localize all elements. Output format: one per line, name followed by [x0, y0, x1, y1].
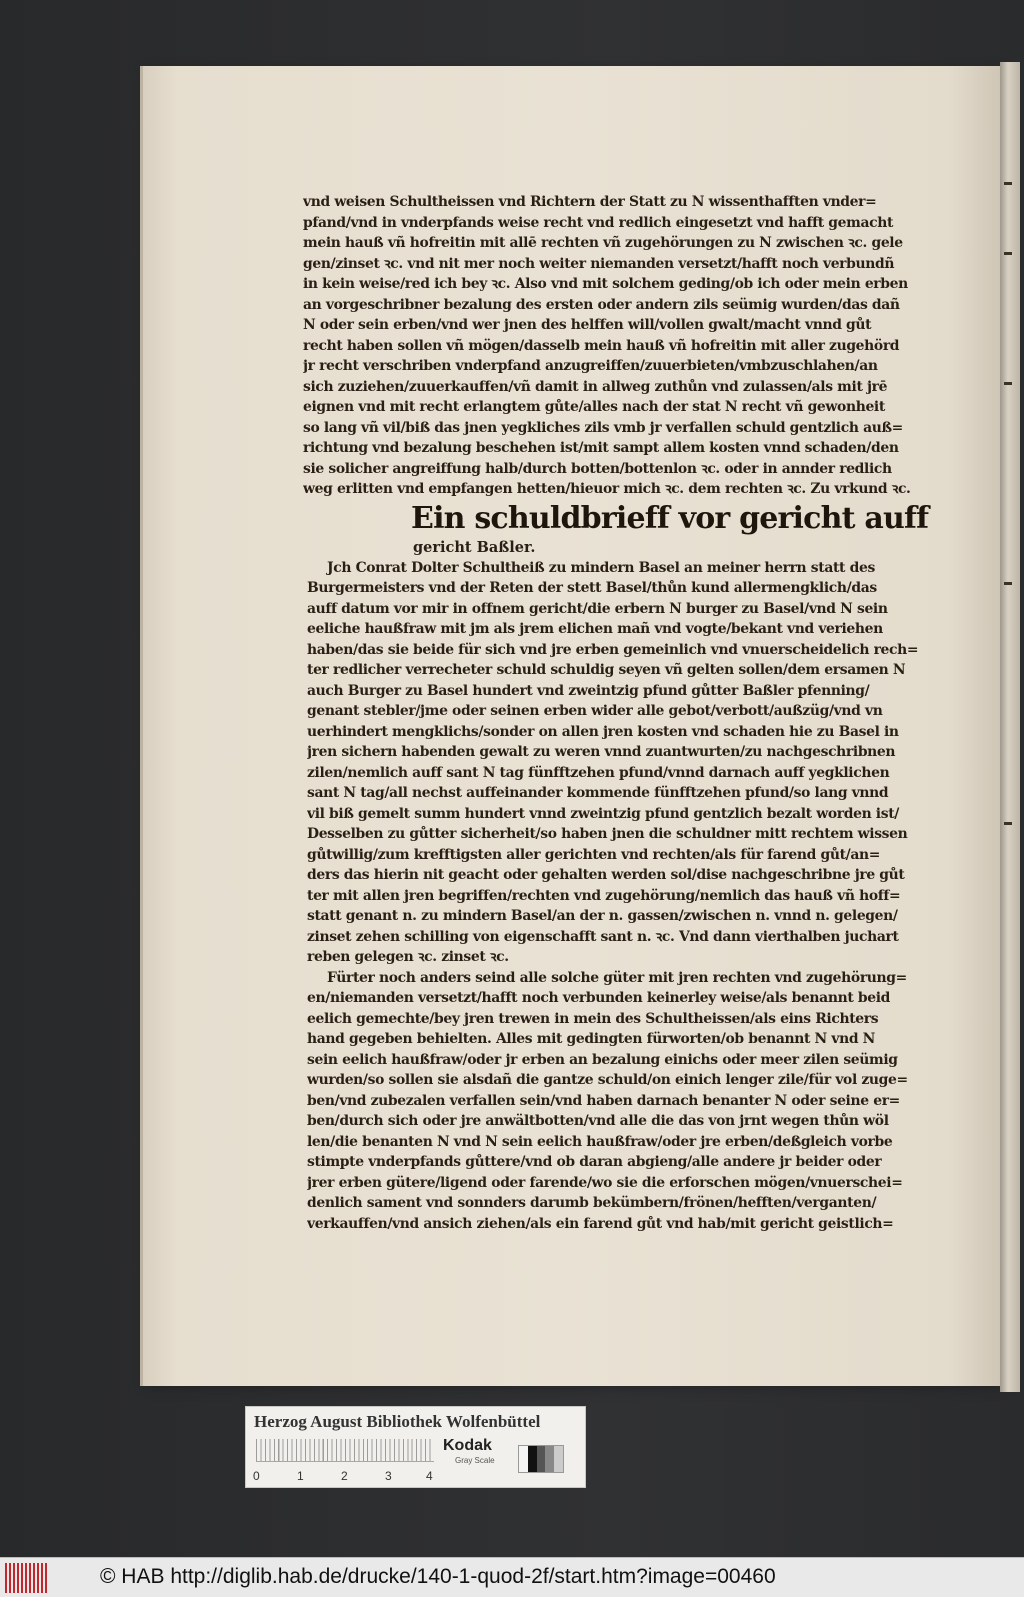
text-line: richtung vnd bezalung beschehen ist/mit sampt allem kosten vnnd schaden/den: [303, 440, 899, 456]
text-line: jren sichern habenden gewalt zu weren vnnd zuantwurten/zu nachgeschribnen: [307, 744, 896, 760]
text-line: statt genant n. zu mindern Basel/an der n. gassen/zwischen n. vnnd n. gelegen/: [307, 908, 898, 924]
color-target-card: [245, 1406, 586, 1488]
gray-scale-swatch: [518, 1445, 564, 1473]
footer-copyright: © HAB http://diglib.hab.de/drucke/140-1-quod-2f/start.htm?image=00460: [100, 1565, 776, 1588]
paragraph-3: [307, 968, 953, 1235]
text-line: eignen vnd mit recht erlangtem gůte/alles nach der stat N recht vñ gewonheit: [303, 399, 885, 415]
text-line: vnd weisen Schultheissen vnd Richtern der Statt zu N wissenthafften vnder=: [303, 194, 877, 210]
text-line: reben gelegen ꝛc. zinset ꝛc.: [307, 949, 509, 965]
measurement-ruler: [256, 1439, 434, 1462]
text-line: recht haben sollen vñ mögen/dasselb mein hauß vñ hofreitin mit aller zugehörd: [303, 337, 900, 354]
page-text: [303, 192, 953, 1234]
text-line: auff datum vor mir in offnem gericht/die erbern N burger zu Basel/vnd N sein: [307, 600, 888, 617]
hab-logo-icon: [5, 1563, 49, 1593]
text-line: Fürter noch anders seind alle solche güter mit jren rechten vnd zugehörung=: [327, 969, 907, 986]
text-line: gen/zinset ꝛc. vnd nit mer noch weiter niemanden versetzt/hafft noch verbundñ: [303, 255, 895, 272]
ruler-number: 2: [341, 1469, 348, 1483]
text-line: Desselben zu gůtter sicherheit/so haben jnen die schuldner mitt rechtem wissen: [307, 826, 908, 842]
paragraph-1: [303, 192, 953, 500]
text-line: ter mit allen jren begriffen/rechten vnd zugehörung/nemlich das hauß vñ hoff=: [307, 887, 901, 904]
text-line: verkauffen/vnd ansich ziehen/als ein farend gůt vnd hab/mit gericht geistlich=: [307, 1215, 894, 1232]
text-line: jr recht verschriben vnderpfand anzugreiffen/zuuerbieten/vmbzuschlahen/an: [303, 358, 878, 374]
ruler-number: 4: [426, 1469, 433, 1483]
text-line: N oder sein erben/vnd wer jnen des helffen will/vollen gwalt/macht vnnd gůt: [303, 317, 872, 333]
text-line: so lang vñ vil/biß das jnen yegkliches zils vmb jr verfallen schuld gentzlich auß=: [303, 419, 903, 436]
text-line: sein eelich haußfraw/oder jr erben an bezalung einichs oder meer zilen seümig: [307, 1051, 898, 1068]
adjacent-page-edge: [1000, 62, 1020, 1392]
kodak-subtitle: Gray Scale: [455, 1456, 495, 1465]
text-line: ter redlicher verrecheter schuld schuldig seyen vñ gelten sollen/dem ersamen N: [307, 662, 906, 678]
text-line: sich zuziehen/zuuerkauffen/vñ damit in allweg zuthůn vnd zulassen/als mit jrē: [303, 378, 888, 395]
text-line: len/die benanten N vnd N sein eelich haußfraw/oder jre erben/deßgleich vorbe: [307, 1133, 893, 1150]
text-line: Burgermeisters vnd der Reten der stett Basel/thůn kund allermengklich/das: [307, 580, 877, 596]
text-line: stimpte vnderpfands gůttere/vnd ob daran abgieng/alle andere jr beider oder: [307, 1154, 882, 1170]
text-line: eelich gemechte/bey jren trewen in mein des Schultheissen/als eins Richters: [307, 1010, 879, 1027]
text-line: sie solicher angreiffung halb/durch botten/bottenlon ꝛc. oder in annder redlich: [303, 460, 892, 477]
text-line: in kein weise/red ich bey ꝛc. Also vnd mit solchem geding/ob ich oder mein erben: [303, 276, 908, 292]
text-line: pfand/vnd in vnderpfands weise recht vnd redlich eingesetzt vnd hafft gemacht: [303, 214, 894, 231]
text-line: zinset zehen schilling von eigenschafft sant n. ꝛc. Vnd dann vierthalben juchart: [307, 928, 899, 945]
ruler-number: 1: [297, 1469, 304, 1483]
book-page: [140, 66, 1000, 1386]
text-line: mein hauß vñ hofreitin mit allē rechten vñ zugehörungen zu N zwischen ꝛc. gele: [303, 235, 903, 251]
text-line: wurden/so sollen sie alsdañ die gantze schuld/on einich lenger zile/für vol zuge=: [307, 1072, 908, 1088]
text-line: zilen/nemlich auff sant N tag fünfftzehen pfund/vnnd darnach auff yegklichen: [307, 764, 890, 781]
institution-label: Herzog August Bibliothek Wolfenbüttel: [254, 1412, 541, 1431]
text-line: Jch Conrat Dolter Schultheiß zu mindern Basel an meiner herrn statt des: [327, 559, 875, 576]
text-line: jrer erben gütere/ligend oder farende/wo sie die erforschen mögen/vnuerschei=: [307, 1174, 903, 1191]
text-line: auch Burger zu Basel hundert vnd zweintzig pfund gůtter Baßler pfenning/: [307, 682, 870, 699]
text-line: haben/das sie beide für sich vnd jre erben gemeinlich vnd vnuerscheidelich rech=: [307, 641, 919, 658]
paragraph-2: [307, 558, 953, 968]
ruler-number: 3: [385, 1469, 392, 1483]
text-line: ben/durch sich oder jre anwältbotten/vnd alle die das von jrnt wegen thůn wöl: [307, 1113, 889, 1129]
text-line: gůtwillig/zum krefftigsten aller gerichten vnd rechten/als für farend gůt/an=: [307, 846, 881, 863]
text-line: vil biß gemelt summ hundert vnnd zweintzig pfund gentzlich bezalt worden ist/: [307, 805, 899, 822]
text-line: hand gegeben behielten. Alles mit gedingten fürworten/ob benannt N vnd N: [307, 1031, 876, 1047]
text-line: ders das hierin nit geacht oder gehalten werden sol/dise nachgeschribne jre gůt: [307, 867, 905, 883]
section-subheading: gericht Baßler.: [413, 538, 536, 556]
text-line: uerhindert mengklichs/sonder on allen jren kosten vnd schaden hie zu Basel in: [307, 723, 899, 740]
text-line: ben/vnd zubezalen verfallen sein/vnd haben darnach benanter N oder seine er=: [307, 1092, 900, 1109]
section-heading: Ein schuldbrieff vor gericht auff: [411, 500, 929, 536]
ruler-number: 0: [253, 1469, 260, 1483]
text-line: sant N tag/all nechst auffeinander kommende fünfftzehen pfund/so lang vnnd: [307, 785, 889, 801]
kodak-logo: Kodak: [443, 1437, 492, 1454]
text-line: eeliche haußfraw mit jm als jrem elichen mañ vnd vogte/bekant vnd veriehen: [307, 621, 883, 637]
text-line: denlich sament vnd sonnders darumb bekümbern/frönen/hefften/verganten/: [307, 1195, 877, 1211]
text-line: an vorgeschribner bezalung des ersten oder andern zils seümig wurden/das dañ: [303, 296, 900, 313]
text-line: weg erlitten vnd empfangen hetten/hieuor mich ꝛc. dem rechten ꝛc. Zu vrkund ꝛc.: [303, 481, 911, 497]
text-line: en/niemanden versetzt/hafft noch verbunden keinerley weise/als benannt beid: [307, 990, 891, 1006]
footer-bar: [0, 1557, 1024, 1597]
text-line: genant stebler/jme oder seinen erben wider alle gebot/verbott/außzüg/vnd vn: [307, 703, 883, 719]
